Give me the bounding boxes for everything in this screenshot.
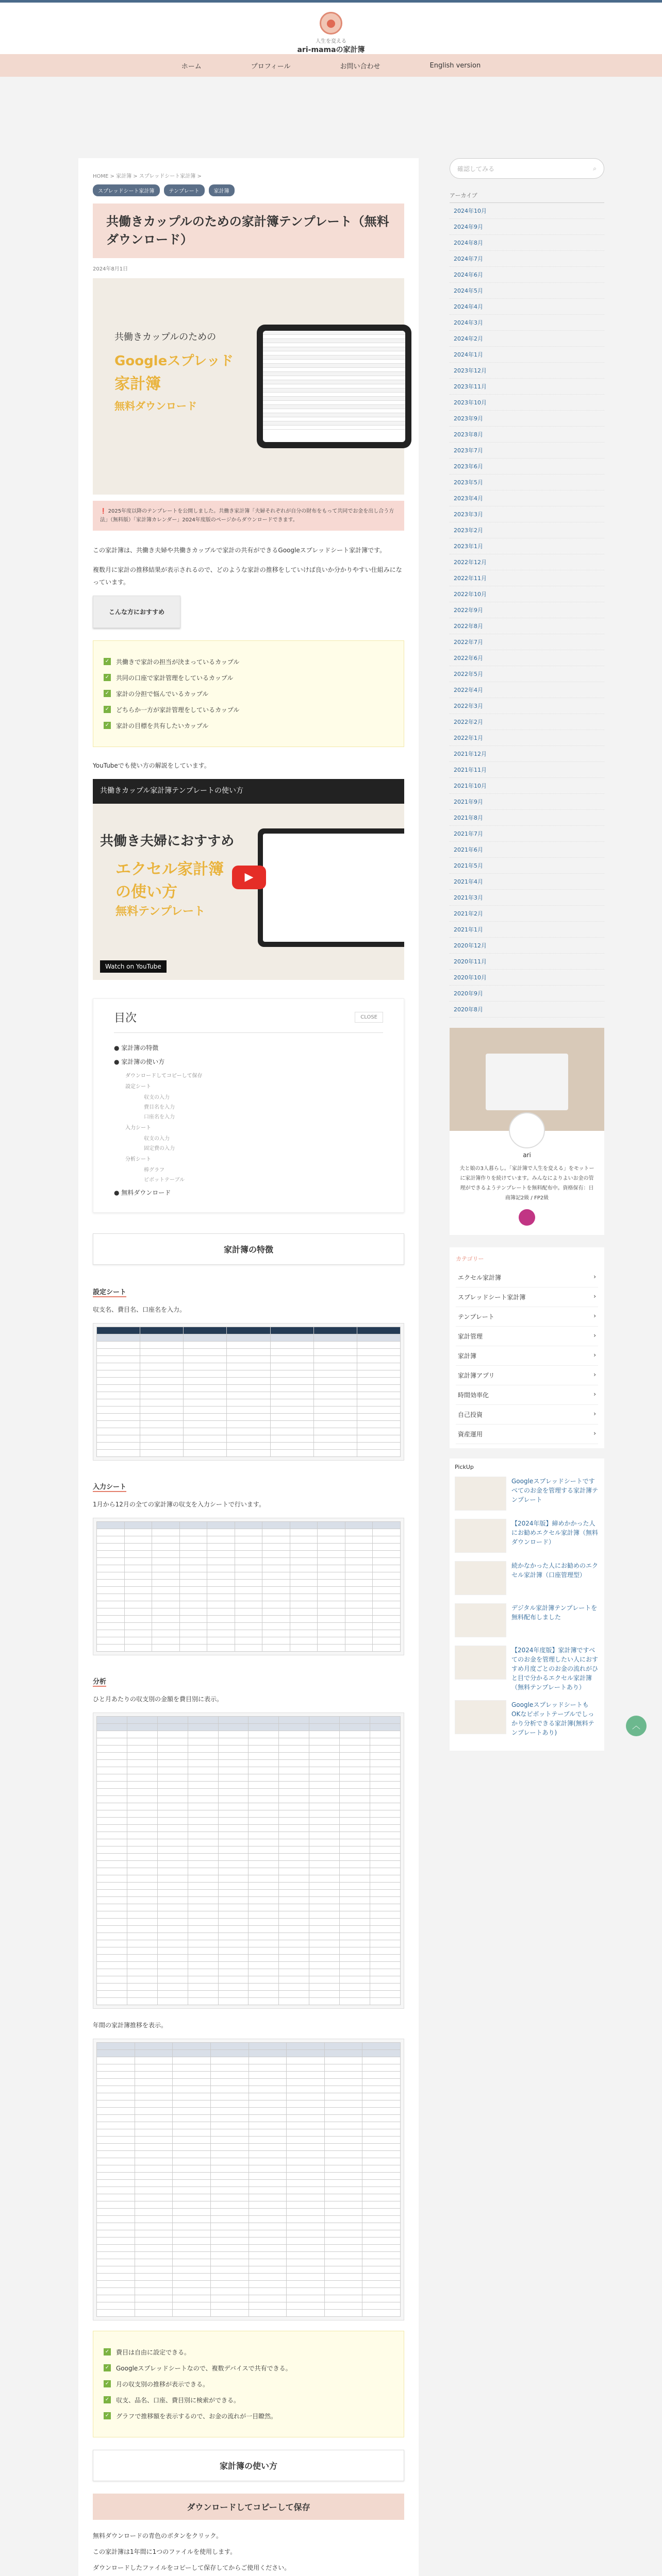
video-text: 無料テンプレート: [115, 905, 206, 918]
toc-list: [114, 1043, 383, 1197]
list-item: ✓ グラフで推移額を表示するので、お金の流れが一目瞭然。: [104, 2412, 393, 2420]
category-link[interactable]: [456, 1425, 598, 1444]
archive-link[interactable]: 2023年5月: [450, 474, 604, 490]
tablet-illustration: [257, 325, 411, 448]
article-main: [78, 158, 419, 2576]
category-list: [456, 1268, 598, 1444]
archive-link[interactable]: 2021年4月: [450, 874, 604, 890]
archive-link[interactable]: 2023年1月: [450, 538, 604, 554]
chevron-right-icon: ›: [593, 1391, 596, 1398]
section-heading: 家計簿の特徴: [93, 1233, 404, 1265]
archive-link[interactable]: 2023年8月: [450, 427, 604, 443]
archive-link[interactable]: 2024年7月: [450, 251, 604, 267]
toc-item[interactable]: ● 無料ダウンロード: [114, 1189, 171, 1196]
pickup-widget: [450, 1459, 604, 1751]
search-input[interactable]: 確認してみる: [457, 165, 495, 173]
toc-item[interactable]: 設定シート: [125, 1083, 151, 1090]
global-nav: [0, 54, 662, 77]
toc-item[interactable]: 分析シート: [125, 1156, 151, 1162]
toc-item[interactable]: ピボットテーブル: [144, 1177, 185, 1183]
category-label[interactable]: 家計簿アプリ: [458, 1372, 495, 1379]
breadcrumb[interactable]: HOME > 家計簿 > スプレッドシート家計簿 >: [93, 174, 202, 179]
archive-link[interactable]: 2024年9月: [450, 219, 604, 235]
archive-link[interactable]: 2024年2月: [450, 331, 604, 347]
archive-link[interactable]: 2022年6月: [450, 650, 604, 666]
settings-sheet-screenshot: [93, 1323, 404, 1461]
check-icon: ✓: [104, 658, 111, 665]
hero-line2: Googleスプレッド: [114, 353, 234, 369]
video-text: の使い方: [115, 883, 177, 901]
list-item: ✓ どちらか一方が家計管理をしているカップル: [104, 705, 393, 714]
pickup-item[interactable]: [455, 1477, 599, 1511]
archive-link[interactable]: 2023年11月: [450, 379, 604, 395]
site-tagline: 人生を変える: [316, 39, 346, 44]
update-notice: [93, 501, 404, 531]
archive-link[interactable]: 2022年8月: [450, 618, 604, 634]
category-label[interactable]: 家計管理: [458, 1333, 483, 1340]
category-label[interactable]: エクセル家計簿: [458, 1274, 502, 1281]
archive-link[interactable]: 2020年8月: [450, 1002, 604, 1018]
site-header: [0, 3, 662, 54]
yearly-sheet-screenshot: [93, 2039, 404, 2320]
sub-heading: 分析: [93, 1676, 106, 1687]
check-icon: ✓: [104, 2396, 111, 2403]
feature-checklist: [93, 2331, 404, 2437]
tag-list: [93, 184, 404, 196]
nav-contact[interactable]: お問い合わせ: [340, 62, 380, 71]
archive-link[interactable]: 2021年3月: [450, 890, 604, 906]
body-text: 収支名、費目名、口座名を入力。: [93, 1306, 186, 1313]
list-item: ✓ 費目は自由に設定できる。: [104, 2348, 393, 2357]
play-icon[interactable]: ▶: [232, 866, 266, 889]
section-heading: 家計簿の使い方: [93, 2450, 404, 2481]
body-text: ひと月あたりの収支別の金額を費目別に表示。: [93, 1695, 223, 1703]
body-text: 1月から12月の全ての家計簿の収支を入力シートで行います。: [93, 1500, 265, 1508]
search-icon[interactable]: ⌕: [593, 164, 597, 172]
analysis-sheet-screenshot: [93, 1713, 404, 2009]
sub-heading: 入力シート: [93, 1481, 126, 1492]
list-item: ✓ Googleスプレッドシートなので、複数デバイスで共有できる。: [104, 2364, 393, 2372]
category-link[interactable]: [456, 1287, 598, 1307]
site-title[interactable]: ari-mamaの家計簿: [297, 46, 365, 54]
archive-link[interactable]: 2024年8月: [450, 235, 604, 251]
archive-link[interactable]: 2022年5月: [450, 666, 604, 682]
tag-item[interactable]: 家計簿: [209, 184, 235, 196]
toc-item[interactable]: 収支の入力: [144, 1094, 170, 1100]
archive-link[interactable]: 2021年11月: [450, 762, 604, 778]
youtube-intro: YouTubeでも使い方の解説をしています。: [93, 761, 210, 769]
toc-item[interactable]: ダウンロードしてコピーして保存: [125, 1073, 203, 1079]
toc-item[interactable]: 収支の入力: [144, 1136, 170, 1142]
toc-item[interactable]: 費目名を入力: [144, 1104, 175, 1110]
pickup-heading: PickUp: [455, 1464, 474, 1470]
video-tablet: [258, 828, 404, 947]
category-link[interactable]: [456, 1385, 598, 1405]
hero-line4: 無料ダウンロード: [114, 399, 197, 412]
check-icon: ✓: [104, 690, 111, 697]
body-text: ダウンロードしたファイルをコピーして保存してからご使用ください。: [93, 2564, 291, 2571]
pickup-thumbnail[interactable]: [455, 1477, 506, 1511]
pickup-title[interactable]: デジタル家計簿テンプレートを無料配布しました: [511, 1604, 598, 1621]
toc-item[interactable]: 入力シート: [125, 1125, 151, 1131]
archive-link[interactable]: 2023年6月: [450, 459, 604, 474]
archive-link[interactable]: 2020年12月: [450, 938, 604, 954]
pickup-thumbnail[interactable]: [455, 1519, 506, 1553]
nav-english[interactable]: English version: [429, 61, 481, 70]
archive-link[interactable]: 2021年6月: [450, 842, 604, 858]
archive-link[interactable]: 2023年4月: [450, 490, 604, 506]
profile-name: ari: [523, 1151, 531, 1159]
category-label[interactable]: スプレッドシート家計簿: [458, 1294, 526, 1301]
category-link[interactable]: [456, 1366, 598, 1385]
check-icon: ✓: [104, 722, 111, 729]
sidebar: [450, 158, 604, 1751]
pickup-item[interactable]: [455, 1700, 599, 1737]
title-box: [93, 204, 404, 258]
archive-link[interactable]: 2024年4月: [450, 299, 604, 315]
check-icon: ✓: [104, 2348, 111, 2355]
archive-link[interactable]: 2021年2月: [450, 906, 604, 922]
body-text: 無料ダウンロードの青色のボタンをクリック。: [93, 2532, 223, 2539]
pickup-thumbnail[interactable]: [455, 1603, 506, 1637]
body-text: この家計簿は1年間に1つのファイルを使用します。: [93, 2548, 237, 2555]
avatar: [509, 1112, 545, 1148]
archive-link[interactable]: 2020年10月: [450, 970, 604, 986]
archive-link[interactable]: 2022年3月: [450, 698, 604, 714]
tag-item[interactable]: スプレッドシート家計簿: [93, 184, 160, 196]
recommend-button[interactable]: こんな方におすすめ: [93, 596, 180, 628]
chevron-right-icon: ›: [593, 1351, 596, 1359]
chevron-right-icon: ›: [593, 1410, 596, 1417]
recommend-checklist: [93, 640, 404, 747]
category-label[interactable]: 資産運用: [458, 1431, 483, 1438]
pickup-item[interactable]: [455, 1646, 599, 1692]
toc-title: 目次: [114, 1011, 137, 1025]
archive-link[interactable]: 2023年2月: [450, 522, 604, 538]
pickup-title[interactable]: 続かなかった人にお勧めのエクセル家計簿（口座管理型）: [511, 1562, 599, 1579]
pickup-title[interactable]: 【2024年度版】家計簿ですべてのお金を管理したい人におすすめ月度ごとのお金の流れがひと目で分かるエクセル家計簿（無料テンプレートあり）: [511, 1647, 599, 1691]
instagram-icon[interactable]: [519, 1209, 535, 1226]
toc-item[interactable]: ● 家計簿の使い方: [114, 1058, 165, 1065]
archive-link[interactable]: 2022年9月: [450, 602, 604, 618]
check-icon: ✓: [104, 674, 111, 681]
pickup-thumbnail[interactable]: [455, 1700, 506, 1734]
archive-link[interactable]: 2022年12月: [450, 554, 604, 570]
video-title[interactable]: 共働きカップル家計簿テンプレートの使い方: [100, 786, 244, 795]
archive-link[interactable]: 2021年5月: [450, 858, 604, 874]
archive-link[interactable]: 2021年10月: [450, 778, 604, 794]
sub-section-band: ダウンロードしてコピーして保存: [93, 2494, 404, 2520]
archive-link[interactable]: 2021年9月: [450, 794, 604, 810]
youtube-embed[interactable]: [93, 779, 404, 980]
category-label[interactable]: 時間効率化: [458, 1392, 489, 1399]
check-icon: ✓: [104, 2380, 111, 2387]
check-icon: ✓: [104, 706, 111, 713]
pickup-item[interactable]: [455, 1603, 599, 1637]
category-link[interactable]: [456, 1327, 598, 1346]
category-link[interactable]: [456, 1346, 598, 1366]
intro-paragraph: この家計簿は、共働き夫婦や共働きカップルで家計の共有ができるGoogleスプレッドシート家計簿です。: [93, 546, 386, 554]
archive-list: [450, 203, 604, 1018]
archive-link[interactable]: 2020年9月: [450, 986, 604, 1002]
toc-close-button[interactable]: CLOSE: [355, 1012, 383, 1023]
chevron-right-icon: ›: [593, 1293, 596, 1300]
list-item: ✓ 家計の分担で悩んでいるカップル: [104, 689, 393, 698]
archive-heading: アーカイブ: [450, 188, 604, 203]
category-link[interactable]: [456, 1268, 598, 1287]
tag-item[interactable]: テンプレート: [164, 184, 205, 196]
video-text: エクセル家計簿: [115, 860, 224, 878]
site-logo[interactable]: [320, 12, 342, 35]
sub-heading: 設定シート: [93, 1286, 126, 1297]
archive-link[interactable]: 2023年3月: [450, 506, 604, 522]
table-of-contents: [93, 998, 404, 1213]
pickup-list: [455, 1477, 599, 1737]
archive-link[interactable]: 2024年3月: [450, 315, 604, 331]
page-title: 共働きカップルのための家計簿テンプレート（無料ダウンロード）: [106, 214, 389, 247]
chevron-right-icon: ›: [593, 1273, 596, 1280]
pickup-thumbnail[interactable]: [455, 1561, 506, 1595]
category-link[interactable]: [456, 1307, 598, 1327]
chevron-right-icon: ›: [593, 1312, 596, 1319]
list-item: ✓ 月の収支別の推移が表示できる。: [104, 2380, 393, 2388]
check-icon: ✓: [104, 2364, 111, 2371]
list-item: ✓ 家計の目標を共有したいカップル: [104, 721, 393, 730]
toc-item[interactable]: 口座名を入力: [144, 1114, 175, 1120]
profile-card: [450, 1028, 604, 1235]
archive-link[interactable]: 2022年11月: [450, 570, 604, 586]
toc-item[interactable]: ● 家計簿の特徴: [114, 1044, 159, 1052]
archive-link[interactable]: 2021年12月: [450, 746, 604, 762]
pickup-title[interactable]: Googleスプレッドシートも OKなピボットテーブルでしっかり分析できる家計簿(無料テンプレートあり): [511, 1701, 594, 1736]
list-item: ✓ 共働きで家計の担当が決まっているカップル: [104, 657, 393, 666]
archive-link[interactable]: 2022年7月: [450, 634, 604, 650]
pickup-item[interactable]: [455, 1561, 599, 1595]
hero-line3: 家計簿: [114, 375, 161, 393]
category-label[interactable]: テンプレート: [458, 1313, 494, 1320]
archive-link[interactable]: 2020年11月: [450, 954, 604, 970]
archive-link[interactable]: 2023年10月: [450, 395, 604, 411]
body-text: 年間の家計簿推移を表示。: [93, 2021, 168, 2029]
archive-link[interactable]: 2023年7月: [450, 443, 604, 459]
toc-item[interactable]: 固定費の入力: [144, 1145, 175, 1151]
archive-link[interactable]: 2022年10月: [450, 586, 604, 602]
video-text: 共働き夫婦におすすめ: [100, 833, 235, 849]
warning-icon: ❗: [100, 508, 107, 514]
archive-link[interactable]: 2023年9月: [450, 411, 604, 427]
archive-link[interactable]: 2023年12月: [450, 363, 604, 379]
scroll-top-button[interactable]: ︿: [626, 1716, 647, 1736]
nav-home[interactable]: ホーム: [181, 62, 202, 71]
search-box[interactable]: [450, 158, 604, 179]
intro-paragraph: 複数月に家計の推移結果が表示されるので、どのような家計の推移をしていけば良いか分かりやすい仕組みになっています。: [93, 566, 402, 586]
archive-link[interactable]: 2021年1月: [450, 922, 604, 938]
category-widget: [450, 1247, 604, 1448]
toc-item[interactable]: 棒グラフ: [144, 1167, 164, 1173]
check-icon: ✓: [104, 2412, 111, 2419]
category-heading: カテゴリー: [456, 1256, 484, 1262]
nav-profile[interactable]: プロフィール: [251, 62, 291, 71]
list-item: ✓ 共同の口座で家計管理をしているカップル: [104, 673, 393, 682]
archive-link[interactable]: 2022年4月: [450, 682, 604, 698]
input-sheet-screenshot: [93, 1518, 404, 1655]
chevron-right-icon: ›: [593, 1332, 596, 1339]
archive-link[interactable]: 2024年5月: [450, 283, 604, 299]
pickup-item[interactable]: [455, 1519, 599, 1553]
archive-link[interactable]: 2024年6月: [450, 267, 604, 283]
profile-description: 夫と娘の3人暮らし。「家計簿で人生を変える」をモットーに家計簿作りを続けています。みんなによりよいお金の管理ができるようテンプレートを無料配布中。資格保有：日商簿記2級 / FP2級: [459, 1166, 594, 1201]
archive-link[interactable]: 2022年1月: [450, 730, 604, 746]
post-date: 2024年8月1日: [93, 266, 128, 272]
pickup-title[interactable]: Googleスプレッドシートですべてのお金を管理する家計簿テンプレート: [511, 1478, 599, 1503]
list-item: ✓ 収支、品名、口座、費目別に検索ができる。: [104, 2396, 393, 2404]
pickup-thumbnail[interactable]: [455, 1646, 506, 1680]
category-link[interactable]: [456, 1405, 598, 1425]
archive-link[interactable]: 2024年10月: [450, 203, 604, 219]
category-label[interactable]: 自己投資: [458, 1411, 483, 1418]
archive-link[interactable]: 2021年8月: [450, 810, 604, 826]
chevron-right-icon: ›: [593, 1430, 596, 1437]
pickup-title[interactable]: 【2024年版】締めかかった人にお勧めエクセル家計簿（無料ダウンロード）: [511, 1520, 599, 1546]
watch-on-youtube-button[interactable]: Watch on YouTube: [100, 960, 167, 973]
archive-link[interactable]: 2024年1月: [450, 347, 604, 363]
hero-image: [93, 278, 404, 495]
chevron-right-icon: ›: [593, 1371, 596, 1378]
archive-link[interactable]: 2022年2月: [450, 714, 604, 730]
hero-line1: 共働きカップルのための: [114, 331, 217, 343]
notice-text: 2025年度以降のテンプレートを公開しました。共働き家計簿「夫婦それぞれが自分の財布をもって共同でお金を出し合う方法」（無料版）「家計簿カレンダー」2024年度版のページからダウンロードできます。: [100, 508, 394, 523]
archive-link[interactable]: 2021年7月: [450, 826, 604, 842]
category-label[interactable]: 家計簿: [458, 1352, 477, 1360]
